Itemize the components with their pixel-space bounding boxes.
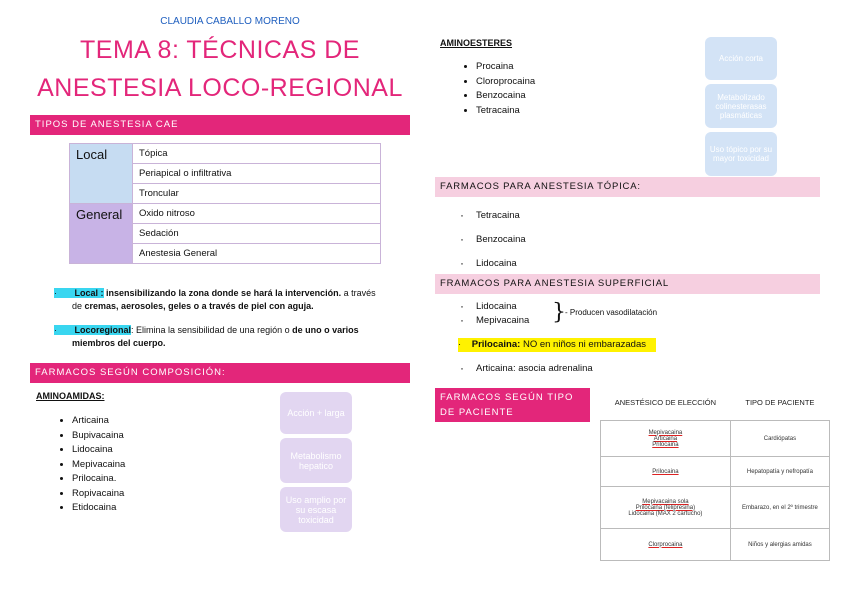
esters-list xyxy=(458,60,535,118)
patient-col-drug: ANESTÉSICO DE ELECCIÓN xyxy=(601,384,731,421)
amides-list xyxy=(54,414,125,516)
page-title-line1: TEMA 8: TÉCNICAS DE xyxy=(80,36,360,64)
patient-band: FARMACOS SEGÚN TIPO DE PACIENTE xyxy=(435,388,590,422)
list-item: • Lidocaina xyxy=(72,443,125,458)
list-item: • Benzocaina xyxy=(476,89,535,104)
list-item: • Etidocaina xyxy=(72,501,125,516)
list-item: • Prilocaina. xyxy=(72,472,125,487)
list-item: • Tetracaina xyxy=(476,104,535,119)
list-item: · Lidocaina xyxy=(458,252,526,276)
vasodilation-note: - Producen vasodilatación xyxy=(565,308,658,317)
list-item: · Tetracaina xyxy=(458,204,526,228)
page-title-line2: ANESTESIA LOCO-REGIONAL xyxy=(37,74,403,102)
list-item: • Mepivacaina xyxy=(72,458,125,473)
author-name: CLAUDIA CABALLO MORENO xyxy=(160,16,300,27)
prilocaina-note: · Prilocaina: NO en niños ni embarazadas xyxy=(458,338,656,352)
superficial-list xyxy=(458,300,529,328)
ester-box-metabolism: Metabolizado colinesterasas plasmáticas xyxy=(705,84,777,128)
amide-box-use: Uso amplio por su escasa toxicidad xyxy=(280,487,352,532)
table-row: Mepivacaina Articaina Prilocaina Cardiópatas xyxy=(601,421,830,457)
composition-band: FARMACOS SEGÚN COMPOSICIÓN: xyxy=(30,363,410,383)
list-item: · Lidocaina xyxy=(458,300,529,314)
type-cell: Periapical o infiltrativa xyxy=(133,164,381,184)
list-item: · Mepivacaina xyxy=(458,314,529,328)
table-row: Mepivacaina sola Prilocaina (felipresina) Lidocaina (MAX 2 cartucho) Embarazo, en el 2º trimestre xyxy=(601,487,830,529)
anesthesia-types-table xyxy=(69,143,381,264)
type-cell: Sedación xyxy=(133,224,381,244)
esters-heading: AMINOESTERES xyxy=(440,38,513,48)
patient-col-type: TIPO DE PACIENTE xyxy=(730,384,829,421)
loco-bullet: · Locoregional xyxy=(54,325,132,335)
table-row: Clorprocaina Niños y alergias amidas xyxy=(601,529,830,561)
topical-band: FARMACOS PARA ANESTESIA TÓPICA: xyxy=(435,177,820,197)
types-band: TIPOS DE ANESTESIA CAE xyxy=(30,115,410,135)
patient-table xyxy=(600,384,830,561)
local-bullet: · Local : xyxy=(54,288,104,298)
type-cell: Oxido nitroso xyxy=(133,204,381,224)
ester-box-action: Acción corta xyxy=(705,37,777,80)
list-item: • Bupivacaina xyxy=(72,429,125,444)
list-item: · Articaina: asocia adrenalina xyxy=(458,362,593,376)
table-row: Prilocaina Hepatopatía y nefropatía xyxy=(601,457,830,487)
group-general: General xyxy=(70,204,133,264)
superficial-band: FRAMACOS PARA ANESTESIA SUPERFICIAL xyxy=(435,274,820,294)
amide-box-metabolism: Metabolismo hepatico xyxy=(280,438,352,483)
list-item: • Procaina xyxy=(476,60,535,75)
type-cell: Anestesia General xyxy=(133,244,381,264)
list-item: • Cloroprocaina xyxy=(476,75,535,90)
locoregional-note: · Locoregional: Elimina la sensibilidad de una región o de uno o varios miembros del cuerpo. xyxy=(54,325,359,348)
brace-icon: } xyxy=(552,300,566,325)
group-local: Local xyxy=(70,144,133,204)
list-item: • Ropivacaina xyxy=(72,487,125,502)
type-cell: Troncular xyxy=(133,184,381,204)
local-note: · Local : insensibilizando la zona donde se hará la intervención. a través de cremas, aerosoles, geles o a través de piel con aguja. xyxy=(54,288,376,311)
list-item: • Articaina xyxy=(72,414,125,429)
amide-box-action: Acción + larga xyxy=(280,392,352,434)
type-cell: Tópica xyxy=(133,144,381,164)
ester-box-use: Uso tópico por su mayor toxicidad xyxy=(705,132,777,176)
amides-heading: AMINOAMIDAS: xyxy=(36,391,105,401)
topical-list xyxy=(458,204,526,276)
list-item: · Benzocaina xyxy=(458,228,526,252)
articaina-list xyxy=(458,362,593,376)
